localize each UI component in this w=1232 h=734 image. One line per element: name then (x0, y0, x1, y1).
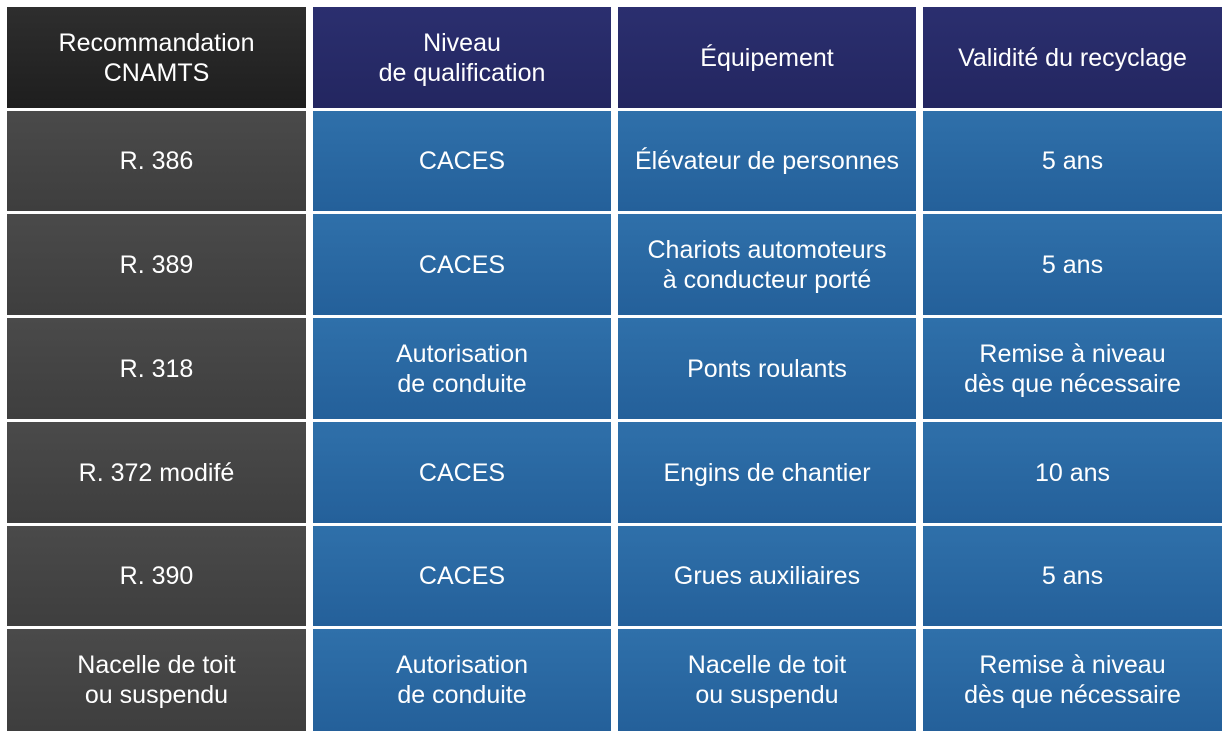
row-6-equipment: Nacelle de toit ou suspendu (618, 629, 916, 731)
row-1-validity: 5 ans (923, 111, 1222, 211)
row-3-qualification: Autorisation de conduite (313, 318, 611, 419)
row-5-recommendation: R. 390 (7, 526, 306, 626)
row-2-equipment: Chariots automoteurs à conducteur porté (618, 214, 916, 315)
header-qualification-level: Niveau de qualification (313, 7, 611, 108)
row-6-recommendation: Nacelle de toit ou suspendu (7, 629, 306, 731)
row-1-qualification: CACES (313, 111, 611, 211)
row-3-validity: Remise à niveau dès que nécessaire (923, 318, 1222, 419)
row-4-equipment: Engins de chantier (618, 422, 916, 523)
row-5-validity: 5 ans (923, 526, 1222, 626)
row-4-recommendation: R. 372 modifé (7, 422, 306, 523)
row-2-qualification: CACES (313, 214, 611, 315)
header-recycling-validity: Validité du recyclage (923, 7, 1222, 108)
header-recommendation: Recommandation CNAMTS (7, 7, 306, 108)
header-equipment: Équipement (618, 7, 916, 108)
row-5-qualification: CACES (313, 526, 611, 626)
row-6-qualification: Autorisation de conduite (313, 629, 611, 731)
row-1-recommendation: R. 386 (7, 111, 306, 211)
row-6-validity: Remise à niveau dès que nécessaire (923, 629, 1222, 731)
row-4-validity: 10 ans (923, 422, 1222, 523)
row-2-recommendation: R. 389 (7, 214, 306, 315)
row-3-recommendation: R. 318 (7, 318, 306, 419)
row-3-equipment: Ponts roulants (618, 318, 916, 419)
row-4-qualification: CACES (313, 422, 611, 523)
row-1-equipment: Élévateur de personnes (618, 111, 916, 211)
row-2-validity: 5 ans (923, 214, 1222, 315)
row-5-equipment: Grues auxiliaires (618, 526, 916, 626)
